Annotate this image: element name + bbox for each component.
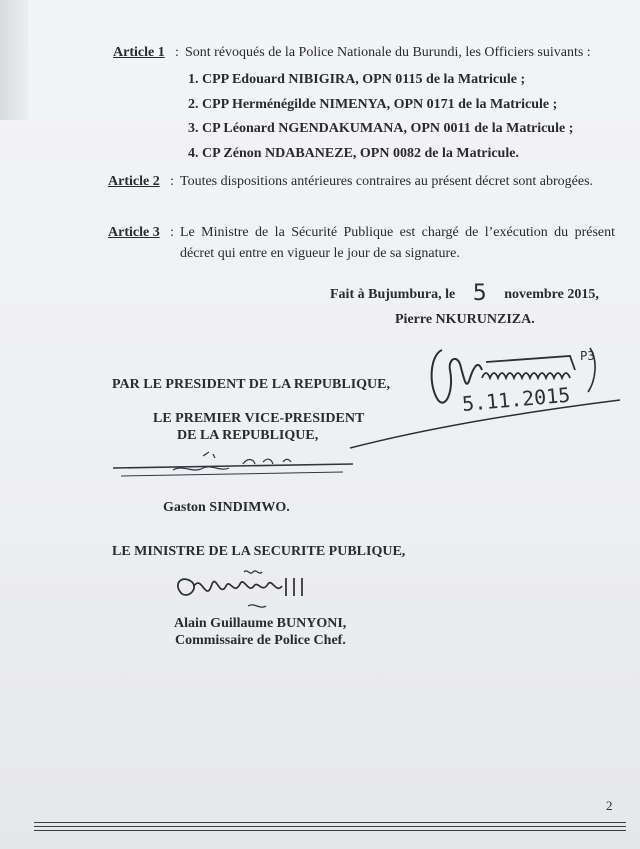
minister-name: Alain Guillaume BUNYONI, xyxy=(174,616,347,631)
vice-president-title-2: DE LA REPUBLIQUE, xyxy=(177,428,319,443)
signature-date: 5.11.2015 xyxy=(461,382,572,417)
place-date-suffix: novembre 2015, xyxy=(504,287,599,302)
minister-signature xyxy=(172,564,322,614)
president-signature xyxy=(420,330,620,440)
article-3-label: Article 3 xyxy=(108,225,160,240)
signature-mark: P3 xyxy=(580,349,595,363)
article-2-label: Article 2 xyxy=(108,174,160,189)
vice-president-title-1: LE PREMIER VICE-PRESIDENT xyxy=(153,411,365,426)
officer-list xyxy=(188,68,573,166)
footer-rule xyxy=(34,822,626,823)
vice-president-signature xyxy=(113,446,353,486)
article-2-text: Toutes dispositions antérieures contraires au présent décret sont abrogées. xyxy=(180,174,594,189)
article-2 xyxy=(108,171,608,215)
place-date-prefix: Fait à Bujumbura, le xyxy=(330,287,456,302)
page-number: 2 xyxy=(606,798,613,813)
president-name: Pierre NKURUNZIZA. xyxy=(395,312,535,327)
page-fold-shadow xyxy=(0,0,28,120)
article-1 xyxy=(113,42,633,64)
minister-title: LE MINISTRE DE LA SECURITE PUBLIQUE, xyxy=(112,544,406,559)
officer-item: 1. CPP Edouard NIBIGIRA, OPN 0115 de la Matricule ; xyxy=(188,72,526,87)
article-2-colon: : xyxy=(170,174,174,189)
footer-rule xyxy=(34,826,626,827)
officer-item: 3. CP Léonard NGENDAKUMANA, OPN 0011 de la Matricule ; xyxy=(188,121,574,137)
article-3-colon: : xyxy=(170,225,174,240)
article-1-colon: : xyxy=(175,45,179,60)
officer-item: 4. CP Zénon NDABANEZE, OPN 0082 de la Matricule. xyxy=(188,145,519,161)
article-1-text: Sont révoqués de la Police Nationale du Burundi, les Officiers suivants : xyxy=(185,45,591,60)
place-date-line xyxy=(330,279,599,304)
vice-president-name: Gaston SINDIMWO. xyxy=(163,500,290,515)
article-1-label: Article 1 xyxy=(113,45,165,60)
minister-rank: Commissaire de Police Chef. xyxy=(175,633,346,648)
article-3-text: Le Ministre de la Sécurité Publique est chargé de l’exécution du présent décret qui entre en vigueur le jour de sa signature. xyxy=(180,225,615,261)
footer-rule xyxy=(34,830,626,831)
handwritten-day: 5 xyxy=(472,281,487,306)
officer-item: 2. CPP Herménégilde NIMENYA, OPN 0171 de la Matricule ; xyxy=(188,96,558,112)
par-le-president: PAR LE PRESIDENT DE LA REPUBLIQUE, xyxy=(112,377,390,392)
article-3 xyxy=(108,222,615,266)
